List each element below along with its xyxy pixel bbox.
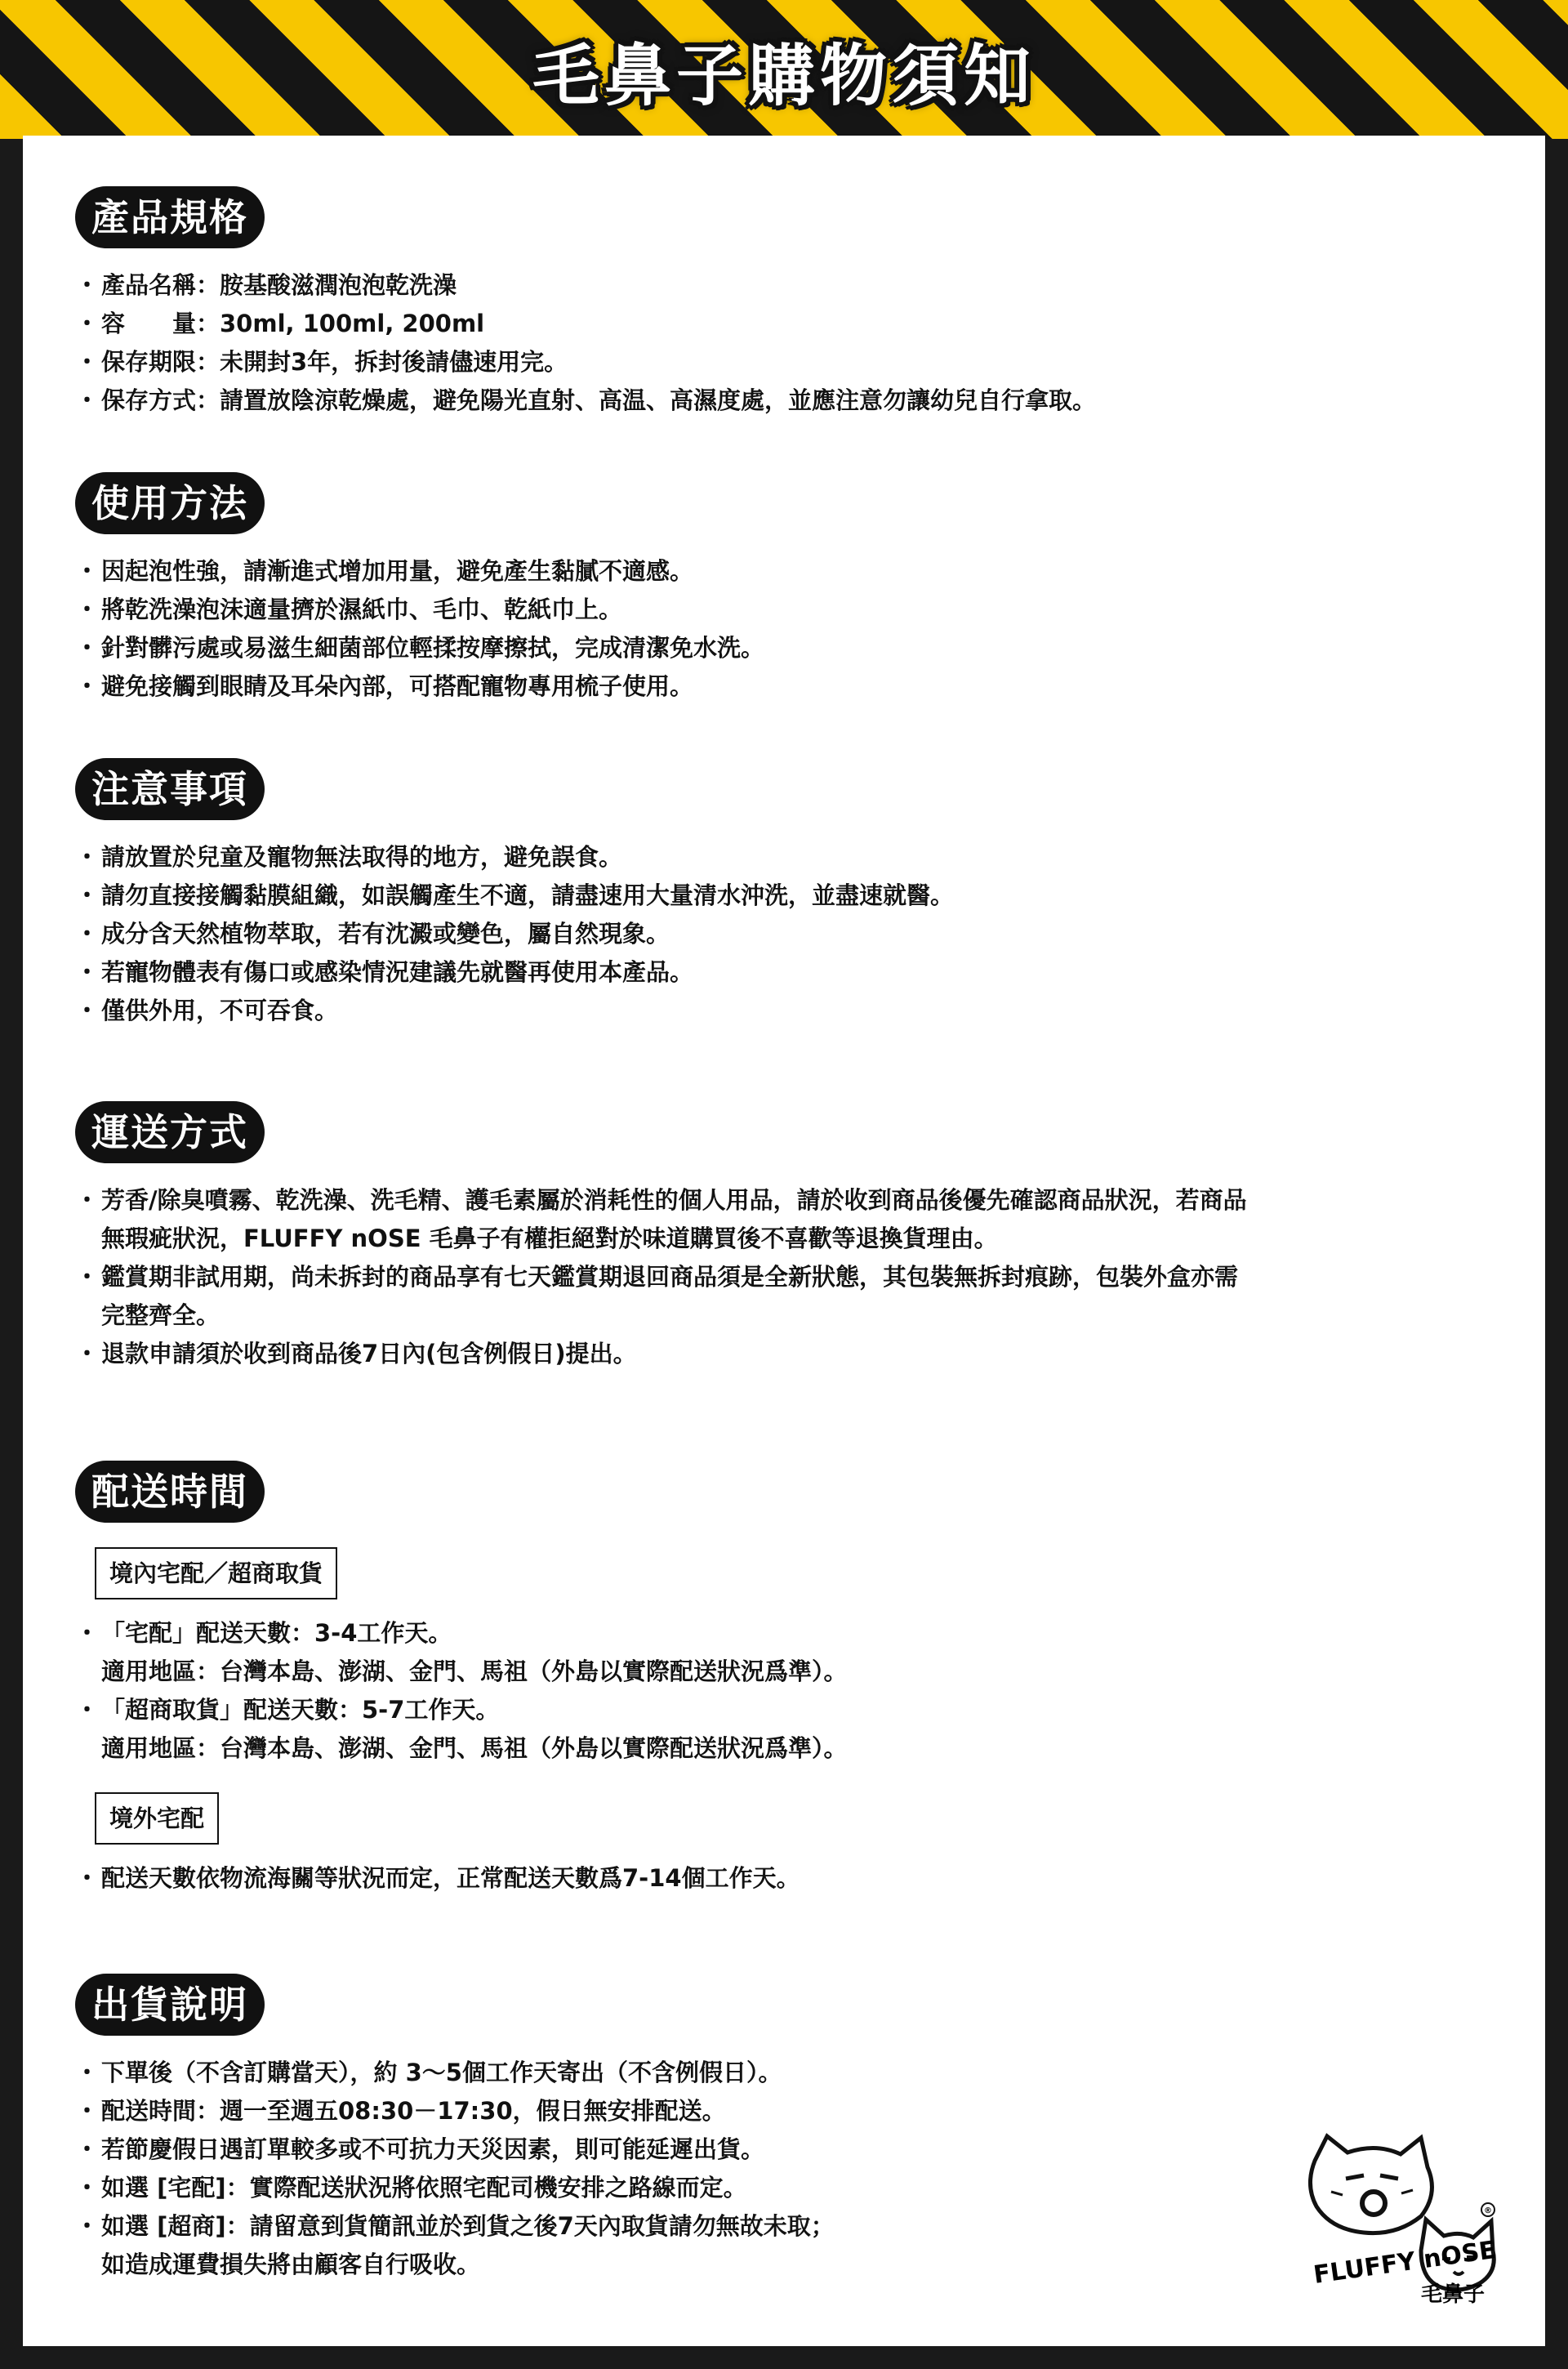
list-item: ・ 配送時間：週一至週五08:30－17:30，假日無安排配送。 [75,2097,726,2125]
section-shipping [75,1101,1447,1373]
list-item: ・ 請勿直接接觸黏膜組織，如誤觸產生不適，請盡速用大量清水沖洗，並盡速就醫。 [75,881,955,909]
list-item: ・ 因起泡性強，請漸進式增加用量，避免產生黏膩不適感。 [75,557,694,585]
section-heading: 配送時間 [75,1461,265,1523]
list-item: ・ 避免接觸到眼睛及耳朵內部，可搭配寵物專用梳子使用。 [75,672,694,700]
domestic-label: 境內宅配／超商取貨 [95,1547,337,1599]
shipping-list [75,1181,1447,1373]
list-item: ・ 容 量：30ml, 100ml, 200ml [75,310,485,337]
section-heading: 產品規格 [75,186,265,248]
list-item: ・ 將乾洗澡泡沫適量擠於濕紙巾、毛巾、乾紙巾上。 [75,596,623,623]
section-heading: 注意事項 [75,758,265,820]
spec-list [75,266,1447,420]
dispatch-list [75,2054,1447,2284]
list-item: ・ 如選 [宅配]：實際配送狀況將依照宅配司機安排之路線而定。 [75,2174,747,2202]
list-item: ・ 保存期限：未開封3年，拆封後請儘速用完。 [75,348,568,376]
list-item: ・ 若寵物體表有傷口或感染情況建議先就醫再使用本產品。 [75,958,694,986]
list-item: ・ 芳香/除臭噴霧、乾洗澡、洗毛精、護毛素屬於消耗性的個人用品，請於收到商品後優先確認商品狀況，若商品 無瑕疵狀況，FLUFFY nOSE 毛鼻子有權拒絕對於味道購買後不喜歡等退換貨理由。 [75,1186,1247,1252]
svg-text:FLUFFY nOSE: FLUFFY nOSE [1312,2235,1498,2290]
svg-text:毛鼻子: 毛鼻子 [1421,2282,1486,2307]
section-caution [75,758,1447,1030]
section-product-spec [75,186,1447,420]
list-item: ・ 保存方式：請置放陰涼乾燥處，避免陽光直射、高温、高濕度處，並應注意勿讓幼兒自行拿取。 [75,386,1097,414]
svg-text:®: ® [1484,2206,1492,2215]
list-item: ・ 「宅配」配送天數：3-4工作天。 適用地區：台灣本島、澎湖、金門、馬祖（外島以實際配送狀況爲準）。 [75,1619,848,1685]
section-heading: 出貨說明 [75,1974,265,2036]
fluffy-nose-logo [1298,2128,1503,2308]
list-item: ・ 成分含天然植物萃取，若有沈澱或變色，屬自然現象。 [75,920,670,948]
page-title: 毛鼻子購物須知 [532,38,1036,115]
list-item: ・ 「超商取貨」配送天數：5-7工作天。 適用地區：台灣本島、澎湖、金門、馬祖（外島以實際配送狀況爲準）。 [75,1696,848,1762]
list-item: ・ 僅供外用，不可吞食。 [75,997,339,1024]
list-item: ・ 退款申請須於收到商品後7日內(包含例假日)提出。 [75,1340,637,1367]
list-item: ・ 如選 [超商]：請留意到貨簡訊並於到貨之後7天內取貨請勿無故未取； 如造成運費損失將由顧客自行吸收。 [75,2212,835,2278]
list-item: ・ 下單後（不含訂購當天），約 3〜5個工作天寄出（不含例假日）。 [75,2059,782,2086]
usage-list [75,552,1447,706]
domestic-list [75,1614,1447,1768]
section-usage [75,472,1447,706]
overseas-list [75,1859,1447,1898]
section-heading: 運送方式 [75,1101,265,1163]
list-item: ・ 配送天數依物流海關等狀況而定，正常配送天數爲7-14個工作天。 [75,1864,800,1892]
caution-list [75,838,1447,1030]
list-item: ・ 針對髒污處或易滋生細菌部位輕揉按摩擦拭，完成清潔免水洗。 [75,634,765,662]
list-item: ・ 若節慶假日遇訂單較多或不可抗力天災因素，則可能延遲出貨。 [75,2135,765,2163]
list-item: ・ 鑑賞期非試用期，尚未拆封的商品享有七天鑑賞期退回商品須是全新狀態，其包裝無拆封痕跡，包裝外盒亦需 完整齊全。 [75,1263,1239,1329]
list-item: ・ 請放置於兒童及寵物無法取得的地方，避免誤食。 [75,843,623,871]
section-delivery-time [75,1461,1447,1898]
overseas-label: 境外宅配 [95,1792,219,1845]
section-heading: 使用方法 [75,472,265,534]
list-item: ・ 產品名稱：胺基酸滋潤泡泡乾洗澡 [75,271,457,299]
section-dispatch [75,1974,1447,2284]
